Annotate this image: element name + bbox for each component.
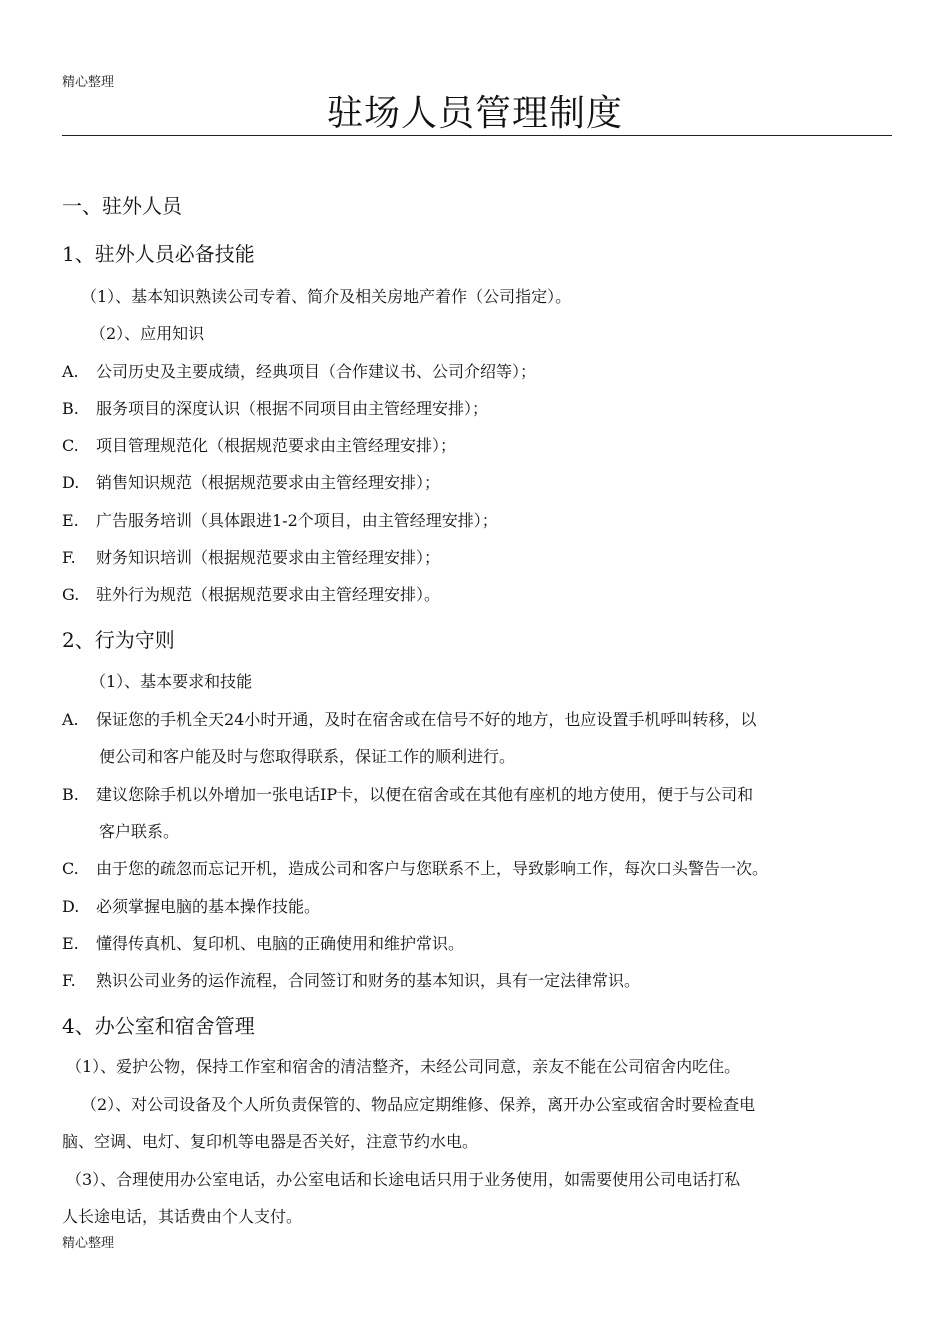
- paragraph-applied-knowledge: （2）、应用知识: [90, 324, 205, 343]
- section-heading-1: 一、驻外人员: [62, 194, 182, 218]
- subsection-heading-skills: 1、驻外人员必备技能: [62, 242, 255, 266]
- page-header: 精心整理: [62, 75, 115, 90]
- title-rule: [62, 135, 892, 136]
- paragraph-office-3: （3）、合理使用办公室电话，办公室电话和长途电话只用于业务使用，如需要使用公司电话打私: [66, 1170, 741, 1189]
- list-item: F. 熟识公司业务的运作流程，合同签订和财务的基本知识，具有一定法律常识。: [62, 971, 641, 990]
- paragraph-office-1: （1）、爱护公物，保持工作室和宿舍的清洁整齐，未经公司同意，亲友不能在公司宿舍内吃住。: [66, 1057, 741, 1076]
- list-item-continuation: 便公司和客户能及时与您取得联系，保证工作的顺利进行。: [99, 747, 516, 766]
- list-item: D. 必须掌握电脑的基本操作技能。: [62, 897, 321, 916]
- document-title: 驻场人员管理制度: [326, 93, 623, 134]
- list-item: F. 财务知识培训（根据规范要求由主管经理安排）；: [62, 548, 441, 567]
- list-item-continuation: 客户联系。: [99, 822, 180, 841]
- paragraph-requirements: （1）、基本要求和技能: [90, 672, 253, 691]
- list-item: E. 懂得传真机、复印机、电脑的正确使用和维护常识。: [62, 934, 465, 953]
- paragraph-basic-knowledge: （1）、基本知识熟读公司专着、简介及相关房地产着作（公司指定）。: [81, 287, 572, 306]
- list-item: E. 广告服务培训（具体跟进1-2个项目，由主管经理安排）；: [62, 511, 498, 530]
- paragraph-office-3-continuation: 人长途电话，其话费由个人支付。: [62, 1207, 303, 1226]
- list-item: A. 公司历史及主要成绩，经典项目（合作建议书、公司介绍等）；: [62, 362, 537, 381]
- page-footer: 精心整理: [62, 1236, 115, 1251]
- list-item: B. 建议您除手机以外增加一张电话IP卡，以便在宿舍或在其他有座机的地方使用，便于与公司和: [62, 785, 754, 804]
- paragraph-office-2: （2）、对公司设备及个人所负责保管的、物品应定期维修、保养，离开办公室或宿舍时要检查电: [81, 1095, 756, 1114]
- list-item: C. 项目管理规范化（根据规范要求由主管经理安排）；: [62, 436, 457, 455]
- subsection-heading-conduct: 2、行为守则: [62, 628, 175, 652]
- paragraph-office-2-continuation: 脑、空调、电灯、复印机等电器是否关好，注意节约水电。: [62, 1132, 479, 1151]
- list-item: C. 由于您的疏忽而忘记开机，造成公司和客户与您联系不上，导致影响工作，每次口头警告一次。: [62, 859, 769, 878]
- list-item: D. 销售知识规范（根据规范要求由主管经理安排）；: [62, 473, 441, 492]
- subsection-heading-office: 4、办公室和宿舍管理: [62, 1014, 255, 1038]
- list-item: G. 驻外行为规范（根据规范要求由主管经理安排）。: [62, 585, 441, 604]
- list-item: B. 服务项目的深度认识（根据不同项目由主管经理安排）；: [62, 399, 489, 418]
- list-item: A. 保证您的手机全天24小时开通，及时在宿舍或在信号不好的地方，也应设置手机呼叫转移，以: [62, 710, 757, 729]
